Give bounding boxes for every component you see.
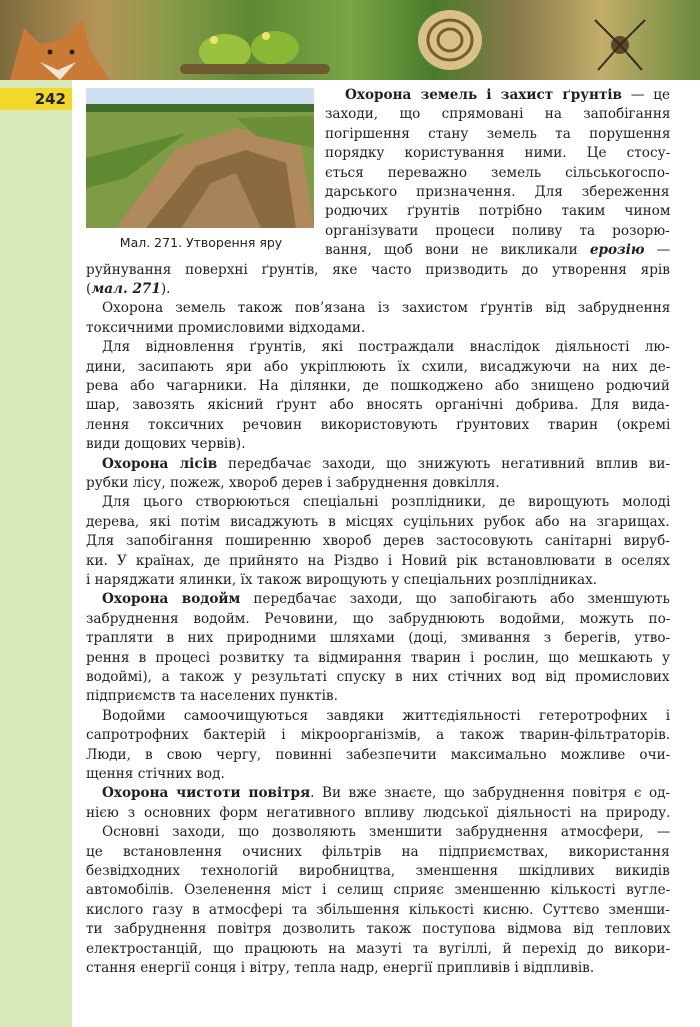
text-run: Для запобігання поширенню хвороб дерев застосовують санітарні вируб- — [86, 533, 670, 550]
text-line — [86, 377, 670, 396]
text-run: порядку користування ними. Це стосу- — [325, 145, 671, 162]
text-run: Для відновлення ґрунтів, які постраждали внаслідок діяльності лю- — [102, 339, 670, 356]
text-line — [325, 241, 670, 260]
text-line — [86, 319, 365, 338]
text-run: рення в процесі розвитку та відмирання тварин і рослин, що мешкають у — [86, 649, 670, 666]
text-run: рубки лісу, пожеж, хвороб дерев і забруднення довкілля. — [86, 475, 500, 491]
text-run: — це — [622, 87, 671, 103]
text-line — [86, 940, 670, 959]
text-line — [102, 338, 670, 357]
text-line — [325, 164, 670, 183]
text-line — [86, 959, 594, 978]
text-line — [325, 125, 670, 144]
text-line — [86, 435, 246, 454]
text-run: водоймі), а також у результаті спуску в них стічних вод від промислових — [86, 669, 670, 685]
text-run: стання енергії сонця і вітру, тепла надр, енергії припливів і відпливів. — [86, 960, 595, 976]
text-line — [86, 687, 338, 706]
emphasis-term: мал. 271 — [91, 281, 161, 297]
spider-legs — [595, 20, 645, 70]
text-run: Водойми самоочищуються завдяки життєдіяльності гетеротрофних і — [102, 707, 671, 724]
text-line — [345, 86, 670, 105]
text-run: лення токсичних речовин використовують ґрунтових тварин (окремі — [86, 416, 671, 433]
text-run: дерева, які потім висаджують в місцях суцільних рубок або на згарищах. — [86, 513, 670, 530]
emphasis-term: Охорона чистоти повітря — [102, 785, 311, 802]
text-line — [86, 629, 670, 648]
text-run: види дощових червів). — [86, 436, 246, 453]
text-run: сапротрофних бактерій і мікроорганізмів, а також тварин-фільтраторів. — [86, 727, 671, 744]
header-nature-banner — [0, 0, 700, 80]
text-run: ти забруднення повітря дозволить також поступова відмова від теплових — [86, 921, 671, 938]
branch — [180, 64, 330, 74]
text-run: безвідходних технологій виробництва, зменшення шкідливих викидів — [86, 863, 670, 879]
text-line — [325, 144, 670, 163]
frog-eye — [210, 36, 218, 44]
text-run: Основні заходи, що дозволяють зменшити забруднення атмосфери, — — [102, 824, 671, 841]
text-line — [325, 183, 670, 202]
ravine-photo — [86, 88, 314, 228]
text-line — [325, 222, 670, 241]
text-run: підприємств та населених пунктів. — [86, 688, 338, 705]
text-line — [86, 416, 670, 435]
text-run: електростанцій, що працюють на мазуті та вугіллі, й перехід до викори- — [86, 940, 671, 957]
text-line — [86, 804, 670, 823]
page-number: 242 — [0, 88, 72, 110]
text-run: організувати процеси поливу та розорю- — [325, 222, 670, 239]
text-line — [86, 610, 670, 629]
text-line — [102, 823, 670, 842]
page-margin-strip — [0, 0, 72, 1027]
text-run: нією з основних форм негативного впливу людської діяльності на природу. — [86, 804, 671, 821]
text-run: погіршення стану земель та порушення — [325, 125, 671, 142]
text-line — [86, 261, 670, 280]
text-run: щення стічних вод. — [86, 766, 225, 782]
emphasis-term: Охорона водойм — [102, 591, 241, 608]
fox-eye-left — [48, 50, 53, 55]
text-line — [86, 765, 225, 784]
text-run: рева або чагарники. На ділянки, де пошкоджено або знищено родючий — [86, 378, 670, 394]
text-run: Люди, в свою чергу, повинні забезпечити максимально можливе очи- — [86, 746, 671, 763]
text-run: ки. У країнах, де прийнято на Різдво і Новий рік встановлювати в оселях — [86, 552, 670, 569]
text-run: токсичними промисловими відходами. — [86, 319, 366, 336]
text-run: Для цього створюються спеціальні розплідники, де вирощують молоді — [102, 494, 671, 511]
text-line — [102, 299, 670, 318]
text-line — [86, 396, 670, 415]
text-run: . Ви вже знаєте, що забруднення повітря є од- — [310, 785, 671, 802]
text-line — [86, 862, 670, 881]
frog-illustration-2 — [251, 31, 299, 65]
text-line — [325, 202, 670, 221]
emphasis-term: Охорона земель і захист ґрунтів — [345, 87, 622, 103]
text-line — [86, 843, 670, 862]
text-run: забруднення водойм. Речовини, що забруднюють водойми, можуть по- — [86, 610, 671, 627]
text-run: шар, завозять якісний ґрунт або вносять органічні добрива. Для вида- — [86, 397, 670, 414]
text-line — [102, 784, 670, 803]
frog-eye — [262, 32, 270, 40]
text-run: дини, засипають яри або укріплюють їх схили, висаджуючи на них де- — [86, 358, 671, 375]
header-banner-art — [0, 0, 700, 80]
text-line — [102, 455, 670, 474]
emphasis-term: ерозію — [589, 242, 645, 259]
text-run: ). — [160, 281, 171, 297]
text-line — [86, 571, 597, 590]
text-run: трапляти в них природними шляхами (доці, змивання з берегів, утво- — [86, 630, 671, 647]
text-line — [86, 746, 670, 765]
text-line — [86, 881, 670, 900]
text-run: заходи, що спрямовані на запобігання — [325, 106, 671, 123]
text-line — [86, 726, 670, 745]
text-line — [86, 668, 670, 687]
text-line — [86, 280, 170, 299]
text-run: кислого газу в атмосфері та збільшення кількості кисню. Суттєво зменши- — [86, 901, 670, 918]
ravine-photo-art — [86, 88, 314, 228]
text-line — [325, 105, 670, 124]
text-line — [102, 707, 670, 726]
text-run: ється переважно земель сільськогоспо- — [325, 164, 670, 181]
text-run: ( — [86, 281, 92, 297]
text-line — [86, 649, 670, 668]
text-line — [86, 513, 670, 532]
text-run: це встановлення очисних фільтрів на підприємствах, використання — [86, 843, 670, 860]
text-run: вання, щоб вони не викликали — [325, 242, 590, 259]
emphasis-term: Охорона лісів — [102, 455, 218, 472]
figure-caption: Мал. 271. Утворення яру — [119, 235, 283, 250]
text-run: родючих ґрунтів потрібно таким чином — [325, 203, 671, 220]
text-line — [86, 901, 670, 920]
text-run: Охорона земель також пов’язана із захистом ґрунтів від забруднення — [102, 300, 671, 317]
text-run: і наряджати ялинки, їх також вирощують у спеціальних розплідниках. — [86, 572, 598, 588]
text-line — [86, 358, 670, 377]
text-line — [102, 590, 670, 609]
text-line — [86, 532, 670, 551]
text-run: автомобілів. Озеленення міст і селищ сприяє зменшенню кількості вугле- — [86, 882, 671, 899]
text-line — [86, 920, 670, 939]
text-run: руйнування поверхні ґрунтів, яке часто призводить до утворення ярів — [86, 261, 670, 278]
text-run: дарського призначення. Для збереження — [325, 184, 670, 200]
text-line — [86, 552, 670, 571]
fox-eye-right — [70, 50, 75, 55]
text-line — [102, 493, 670, 512]
text-line — [86, 474, 500, 493]
text-run: — — [644, 242, 671, 259]
text-run: передбачає заходи, що запобігають або зменшують — [240, 591, 670, 608]
text-run: передбачає заходи, що знижують негативний вплив ви- — [217, 455, 671, 472]
